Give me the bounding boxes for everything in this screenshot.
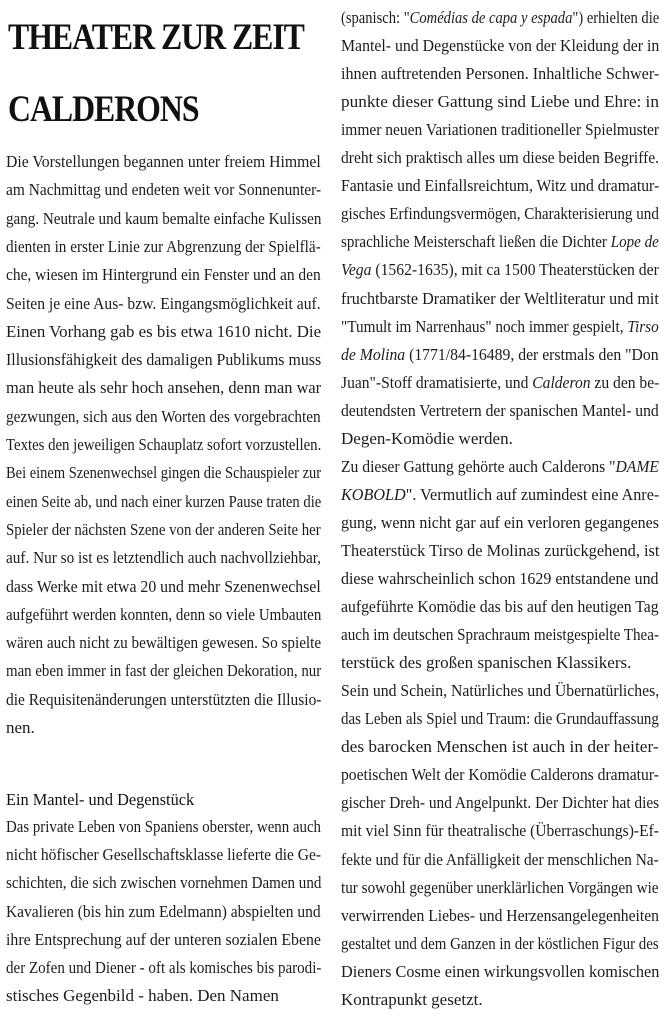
text-run: gestaltet und dem Ganzen in der köstlichen Figur des	[341, 933, 659, 953]
text-line: auf. Nur so ist es letztendlich auch nachvollziehbar,	[6, 548, 321, 568]
text-line	[341, 765, 659, 785]
text-run: Fantasie und Einfallsreichtum, Witz und dramatur-	[341, 176, 660, 196]
text-run: ". Vermutlich auf zumindest eine Anre-	[405, 484, 660, 504]
text-line: schichten, die sich zwischen vornehmen Damen und	[6, 873, 322, 893]
text-line: Die Vorstellungen begannen unter freiem Himmel	[6, 152, 321, 171]
text-line: Das private Leben von Spaniens oberster, wenn auch	[6, 817, 321, 836]
italic-text: Lope de	[610, 232, 659, 252]
text-run: des barocken Menschen ist auch in der heiter-	[341, 737, 659, 757]
text-line: man eben immer in fast der gleichen Dekoration, nur	[6, 661, 322, 681]
text-line	[341, 345, 659, 365]
text-run: verwirrenden Liebes- und Herzensangelegenheiten	[341, 905, 659, 925]
text-run: zu den be-	[590, 372, 660, 392]
text-line: wären auch nicht zu bewältigen gewesen. So spielte	[6, 633, 322, 653]
text-run: poetischen Welt der Komödie Calderons dramatur-	[341, 765, 659, 785]
italic-text: Vega	[341, 260, 372, 280]
text-line	[341, 120, 659, 140]
text-line: dienten in erster Linie zur Abgrenzung der Spielflä-	[6, 236, 321, 256]
text-line: der Zofen und Diener - oft als komisches bis parodi-	[6, 958, 322, 977]
text-line	[341, 709, 659, 729]
text-run: tur sowohl gegenüber unerklärlichen Vorgängen wie	[341, 877, 659, 897]
text-line	[341, 485, 659, 505]
text-run: mit viel Sinn für theatralische (Überraschungs)-Ef-	[341, 821, 659, 841]
text-run: terstück des großen spanischen Klassikers.	[341, 653, 632, 673]
text-run: deutendsten Vertretern der spanischen Mantel- und	[341, 400, 659, 420]
text-line	[341, 850, 659, 870]
text-run: gung, wenn nicht gar auf ein verloren gegangenes	[341, 512, 659, 532]
text-line: Einen Vorhang gab es bis etwa 1610 nicht. Die	[6, 321, 322, 341]
text-line	[341, 878, 659, 898]
text-line: man heute als sehr hoch ansehen, denn man war	[6, 378, 322, 398]
text-line	[341, 990, 483, 1010]
text-line	[341, 737, 659, 757]
text-run: Degen-Komödie werden.	[341, 428, 513, 448]
text-run: (1562-1635), mit ca 1500 Theaterstücken der	[371, 260, 659, 280]
italic-text: DAME	[615, 456, 659, 476]
text-line	[341, 204, 659, 224]
text-run: fekte und für die Anfälligkeit der menschlichen Na-	[341, 849, 659, 869]
text-run: dreht sich praktisch alles um diese beiden Begriffe.	[341, 148, 660, 168]
text-line	[341, 597, 659, 617]
text-run: Kontrapunkt gesetzt.	[341, 989, 483, 1009]
text-line	[341, 36, 659, 56]
text-run: auch im deutschen Sprachraum meistgespielte Thea-	[341, 625, 659, 645]
text-run: ihnen auftretenden Personen. Inhaltliche Schwer-	[341, 64, 660, 84]
text-line: aufgeführt werden konnten, denn so viele Umbauten	[6, 604, 322, 624]
text-line	[341, 64, 659, 84]
text-line: Seiten je eine Aus- bzw. Eingangsmöglichkeit auf.	[6, 293, 321, 313]
italic-text: Calderon	[532, 372, 591, 392]
text-run: (spanisch: "	[341, 8, 410, 27]
text-line: Illusionsfähigkeit des damaligen Publikums muss	[6, 350, 322, 370]
section-heading: Ein Mantel- und Degenstück	[6, 790, 195, 809]
text-run: diese wahrscheinlich schon 1629 entstandene und	[341, 569, 659, 588]
text-line	[341, 569, 659, 589]
text-line: einen Seite ab, und nach einer kurzen Pause traten die	[6, 491, 322, 511]
text-run: Zu dieser Gattung gehörte auch Calderons "	[341, 456, 616, 476]
text-run: gisches Erfindungsvermögen, Charakterisierung und	[341, 204, 659, 224]
text-run: Sein und Schein, Natürliches und Übernatürliches,	[341, 681, 660, 701]
text-line: nen.	[6, 718, 35, 737]
text-line	[341, 962, 659, 982]
text-line: gezwungen, sich aus den Worten des vorgebrachten	[6, 406, 321, 426]
text-run: sprachliche Meisterschaft ließen die Dichter	[341, 232, 611, 252]
text-run: fruchtbarste Dramatiker der Weltliteratur und mit	[341, 288, 659, 308]
page-title-line-1: THEATER ZUR ZEIT	[8, 17, 304, 58]
text-run: Mantel- und Degenstücke von der Kleidung der in	[341, 36, 660, 56]
text-line	[341, 625, 659, 645]
text-line	[341, 513, 659, 533]
text-line: Spieler der nächsten Szene von der anderen Seite her	[6, 519, 321, 539]
page-title-line-2: CALDERONS	[8, 89, 199, 130]
text-run: "Tumult im Narrenhaus" noch immer gespielt,	[341, 316, 628, 336]
text-line: die Requisitenänderungen unterstützten die Illusio-	[6, 689, 322, 709]
text-line	[341, 541, 659, 561]
text-run: Juan"-Stoff dramatisierte, und	[341, 372, 533, 392]
text-line	[341, 8, 659, 28]
text-line	[341, 429, 513, 449]
text-run: (1771/84-16489, der erstmals den "Don	[405, 344, 659, 364]
text-line: stisches Gegenbild - haben. Den Namen	[6, 986, 279, 1006]
text-line	[341, 289, 659, 309]
italic-text: Comédias de capa y espada	[409, 8, 573, 27]
italic-text: de Molina	[341, 344, 406, 364]
text-run: immer neuen Variationen traditioneller Spielmuster	[341, 120, 660, 140]
text-run: punkte dieser Gattung sind Liebe und Ehre: in	[341, 92, 659, 112]
text-line	[341, 401, 659, 421]
text-line	[341, 934, 659, 954]
text-run: Theaterstück Tirso de Molinas zurückgehend, ist	[341, 540, 660, 560]
text-line	[341, 148, 659, 168]
text-line: Bei einem Szenenwechsel gingen die Schauspieler zur	[6, 463, 322, 483]
text-line	[341, 317, 659, 337]
text-line	[341, 92, 659, 112]
text-run: ") erhielten die	[572, 8, 660, 27]
text-run: das Leben als Spiel und Traum: die Grundauffassung	[341, 709, 659, 729]
text-line	[341, 681, 659, 701]
text-line: nicht höfischer Gesellschaftsklasse lieferte die Ge-	[6, 845, 322, 865]
text-line	[341, 176, 659, 196]
text-line: gang. Neutrale und kaum bemalte einfache Kulissen	[6, 208, 322, 228]
italic-text: KOBOLD	[341, 484, 406, 504]
text-line: dass Werke mit etwa 20 und mehr Szenenwechsel	[6, 576, 321, 596]
text-line	[341, 232, 659, 252]
italic-text: Tirso	[627, 316, 659, 336]
text-line: ihre Entsprechung auf der unteren sozialen Ebene	[6, 929, 321, 949]
text-run: gischer Dreh- und Angelpunkt. Der Dichter hat dies	[341, 793, 660, 813]
text-line	[341, 373, 659, 393]
text-line: am Nachmittag und endeten weit vor Sonnenunter-	[6, 180, 322, 200]
text-line	[341, 821, 659, 841]
text-line	[341, 653, 631, 673]
text-line	[341, 457, 659, 477]
text-line	[341, 260, 659, 280]
text-line	[341, 793, 659, 813]
text-run: aufgeführte Komödie das bis auf den heutigen Tag	[341, 597, 659, 617]
text-line	[341, 906, 659, 926]
text-line: Kavalieren (bis hin zum Edelmann) abspielten und	[6, 901, 321, 921]
text-line: Textes den jeweiligen Schauplatz sofort vorzustellen.	[6, 435, 322, 454]
text-line: che, wiesen im Hintergrund ein Fenster und an den	[6, 265, 321, 285]
text-run: Dieners Cosme einen wirkungsvollen komischen	[341, 961, 660, 981]
